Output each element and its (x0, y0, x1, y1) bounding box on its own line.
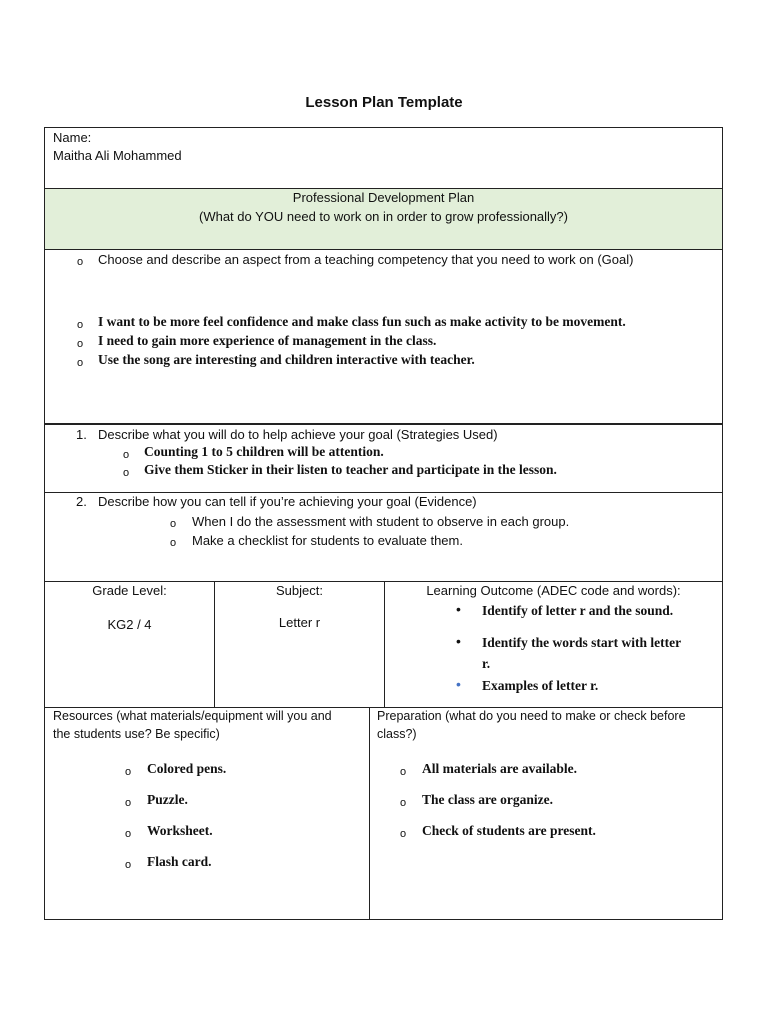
evidence-item: Make a checklist for students to evaluate them. (192, 533, 463, 548)
outcome-item: Examples of letter r. (482, 678, 599, 693)
name-section (44, 127, 723, 189)
preparation-item-bullet: o (400, 797, 407, 809)
evidence-prompt: Describe how you can tell if you’re achieving your goal (Evidence) (98, 494, 477, 509)
outcome-item: Identify of letter r and the sound. (482, 603, 674, 618)
preparation-item: All materials are available. (422, 761, 577, 776)
evidence-section (44, 492, 723, 582)
evidence-number: 2. (76, 494, 87, 509)
goal-item-bullet: o (77, 319, 84, 331)
goal-item: I need to gain more experience of management in the class. (98, 333, 437, 348)
preparation-item: The class are organize. (422, 792, 553, 807)
grade-label: Grade Level: (92, 583, 167, 598)
resources-cell (44, 707, 370, 920)
strategies-number: 1. (76, 427, 87, 442)
resources-item: Flash card. (147, 854, 212, 869)
outcome-item-bullet: • (456, 676, 461, 692)
name-value: Maitha Ali Mohammed (53, 148, 182, 163)
resources-item: Colored pens. (147, 761, 227, 776)
preparation-item-bullet: o (400, 828, 407, 840)
strategies-prompt: Describe what you will do to help achieve your goal (Strategies Used) (98, 427, 498, 442)
strategies-section (44, 423, 723, 493)
evidence-item: When I do the assessment with student to observe in each group. (192, 514, 570, 529)
pd-plan-section (44, 188, 723, 250)
grade-value: KG2 / 4 (107, 617, 152, 632)
resources-item: Puzzle. (147, 792, 188, 807)
outcome-cell (384, 581, 723, 708)
preparation-item-bullet: o (400, 766, 407, 778)
goal-item-bullet: o (77, 338, 84, 350)
pd-plan-subheading: (What do YOU need to work on in order to grow professionally?) (199, 209, 568, 224)
evidence-item-bullet: o (170, 537, 177, 549)
pd-plan-heading: Professional Development Plan (292, 190, 475, 205)
resources-label: Resources (what materials/equipment will you and (53, 709, 332, 723)
preparation-item: Check of students are present. (422, 823, 596, 838)
preparation-cell (369, 707, 723, 920)
resources-label: the students use? Be specific) (53, 727, 220, 741)
goal-prompt: Choose and describe an aspect from a teaching competency that you need to work on (Goal) (98, 252, 634, 267)
page-title: Lesson Plan Template (305, 94, 463, 111)
name-label: Name: (53, 130, 92, 145)
strategies-item-bullet: o (123, 467, 130, 479)
subject-cell (214, 581, 385, 708)
goal-item: I want to be more feel confidence and make class fun such as make activity to be movement. (98, 314, 626, 329)
strategies-item: Counting 1 to 5 children will be attention. (144, 444, 384, 459)
resources-item-bullet: o (125, 859, 132, 871)
goal-section (44, 249, 723, 425)
outcome-item: Identify the words start with letter (482, 635, 682, 650)
outcome-item-bullet: • (456, 633, 461, 649)
strategies-item-bullet: o (123, 449, 130, 461)
resources-item-bullet: o (125, 766, 132, 778)
goal-prompt-bullet: o (77, 256, 84, 268)
subject-label: Subject: (276, 583, 323, 598)
subject-value: Letter r (278, 615, 321, 630)
strategies-item: Give them Sticker in their listen to teacher and participate in the lesson. (144, 462, 557, 477)
grade-cell (44, 581, 215, 708)
outcome-label: Learning Outcome (ADEC code and words): (426, 583, 681, 598)
preparation-label: Preparation (what do you need to make or check before (377, 709, 686, 723)
resources-item: Worksheet. (147, 823, 213, 838)
evidence-item-bullet: o (170, 518, 177, 530)
goal-item-bullet: o (77, 357, 84, 369)
goal-item: Use the song are interesting and children interactive with teacher. (98, 352, 475, 367)
resources-item-bullet: o (125, 828, 132, 840)
resources-item-bullet: o (125, 797, 132, 809)
preparation-label: class?) (377, 727, 417, 741)
outcome-item: r. (482, 656, 491, 671)
outcome-item-bullet: • (456, 601, 461, 617)
